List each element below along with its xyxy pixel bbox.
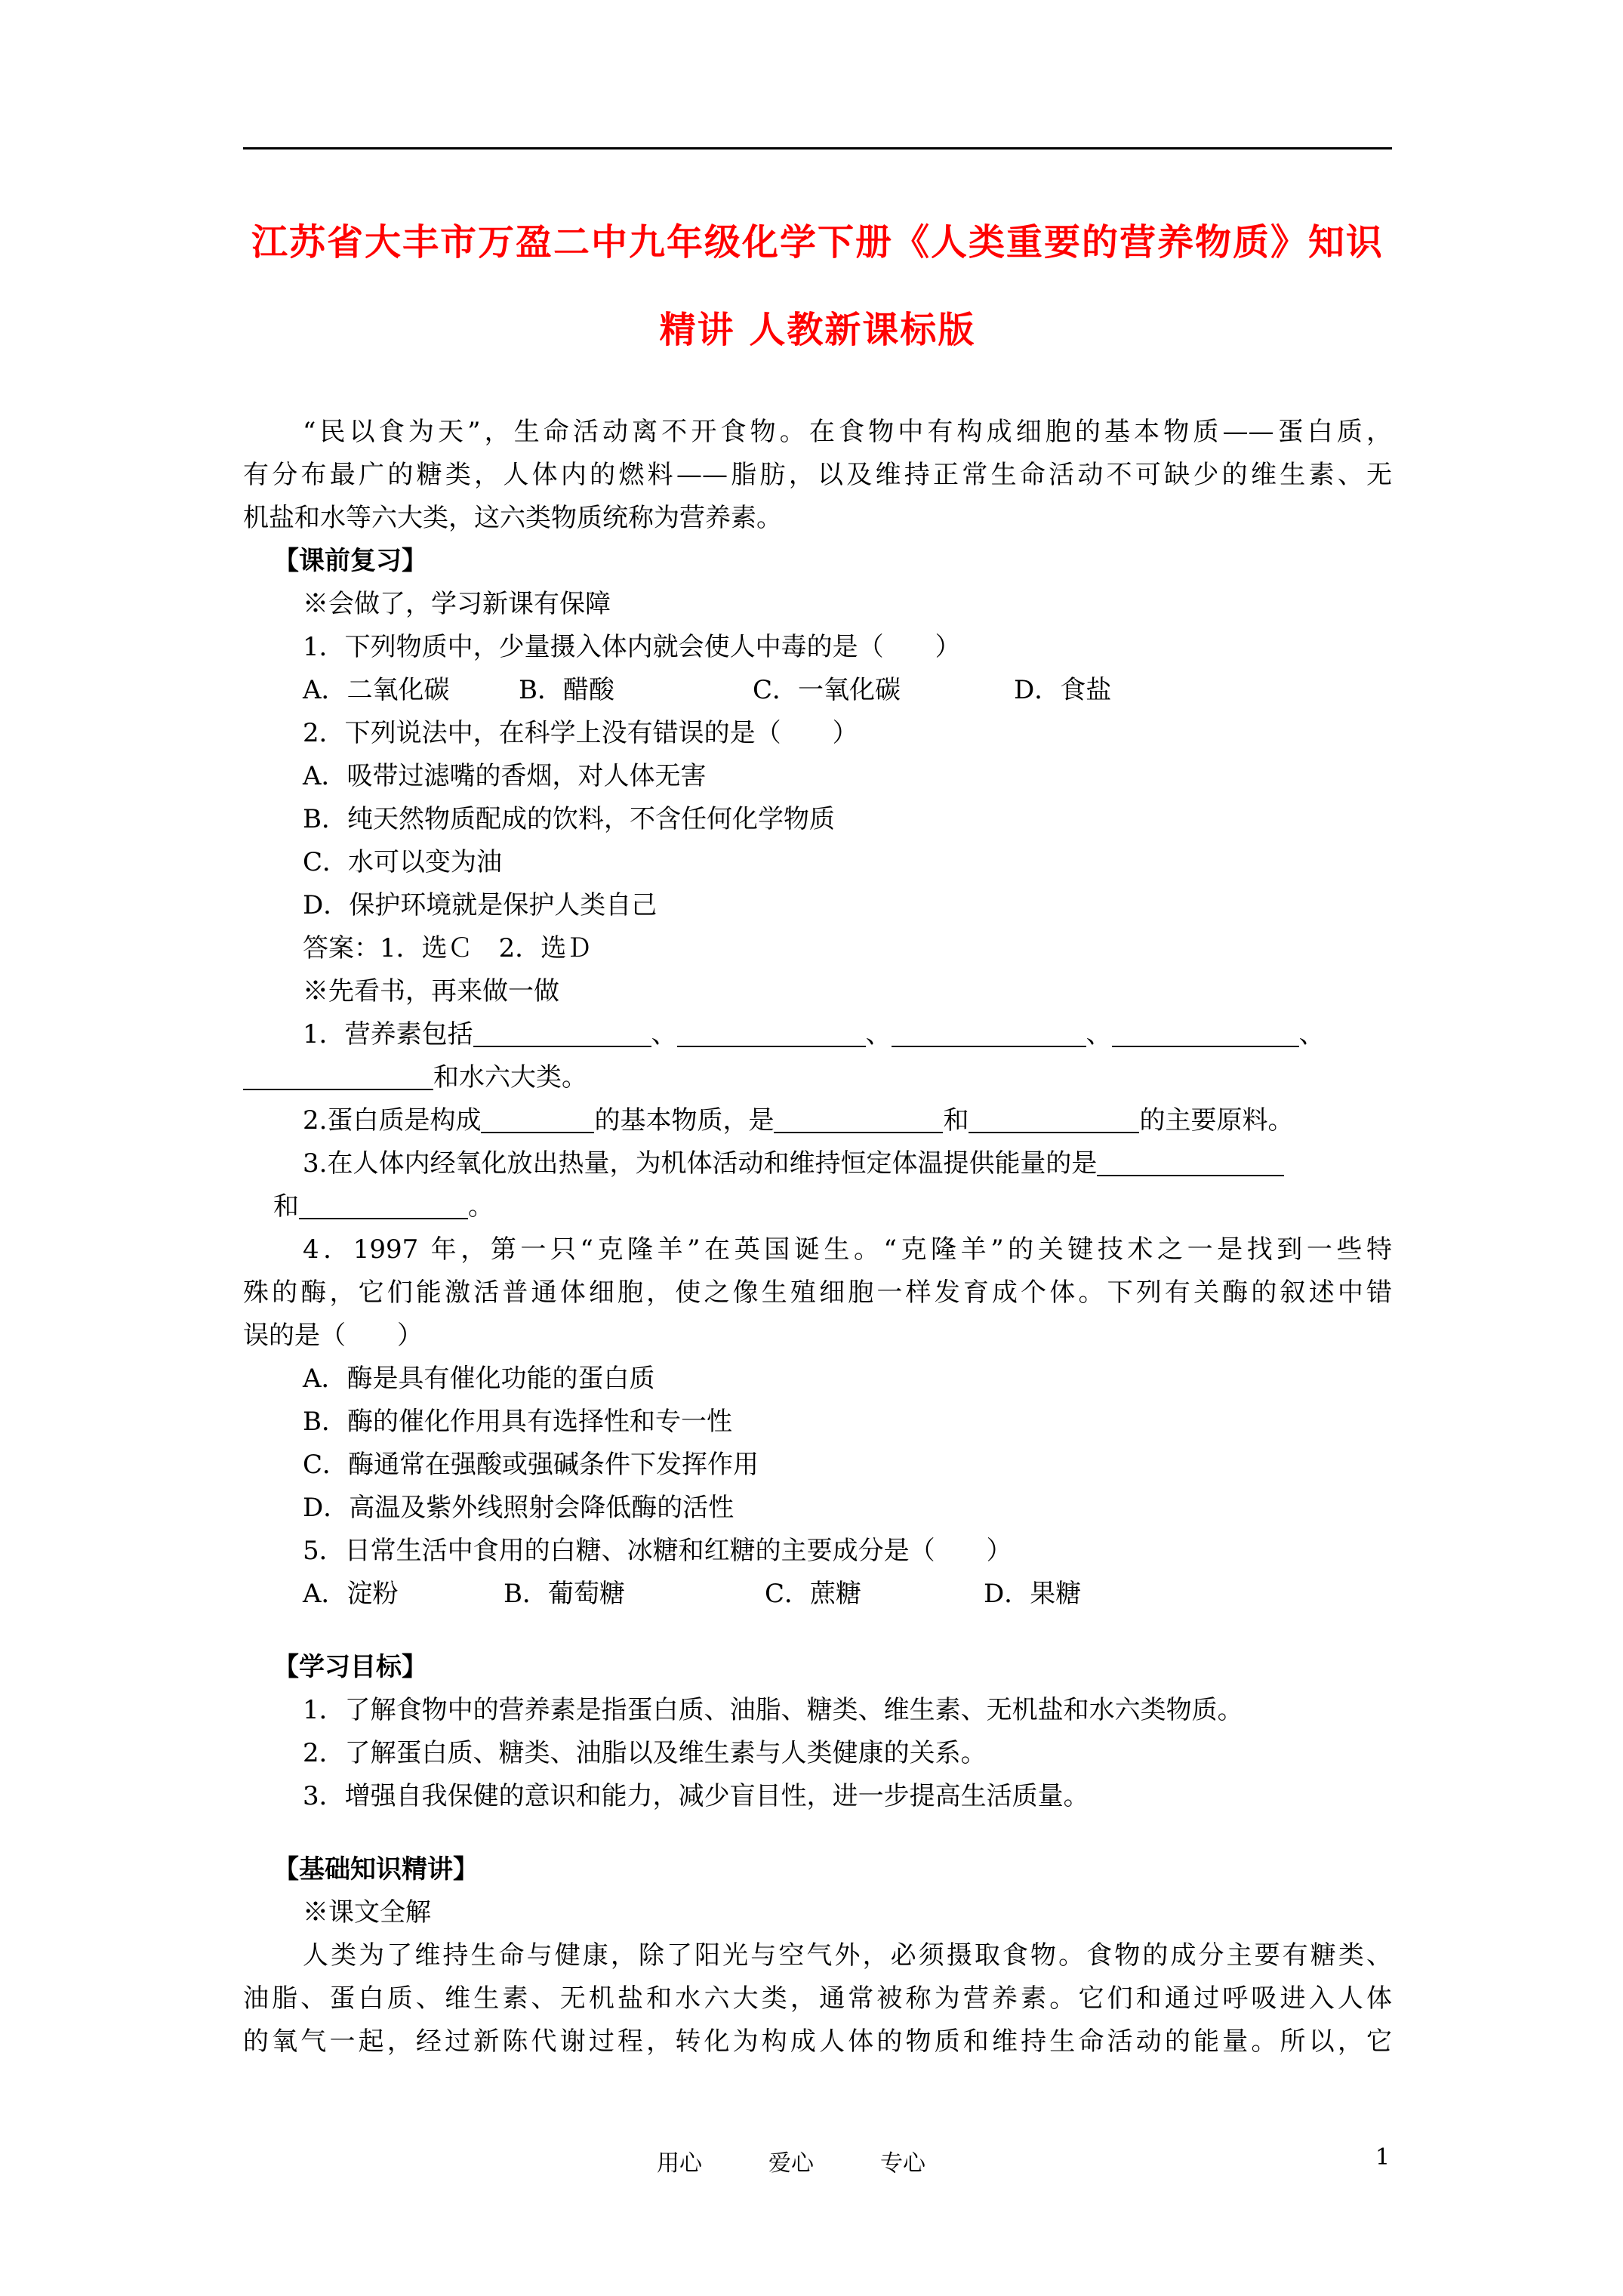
- fill-3-text-b: 和: [273, 1191, 299, 1222]
- fill-2-blank-1[interactable]: [481, 1102, 594, 1133]
- fill-3-text-c: 。: [468, 1191, 494, 1222]
- fill-2-blank-2[interactable]: [774, 1102, 943, 1133]
- fill-1-sep-1: 、: [651, 1019, 677, 1049]
- goal-1: 1．了解食物中的营养素是指蛋白质、油脂、糖类、维生素、无机盐和水六类物质。: [303, 1695, 1243, 1725]
- q5-option-c: C．蔗糖: [765, 1579, 862, 1609]
- fill-2-text-c: 和: [943, 1105, 969, 1136]
- q4-option-b: B．酶的催化作用具有选择性和专一性: [303, 1407, 732, 1437]
- footer-motto-1: 用心: [657, 2150, 702, 2177]
- q5-option-a: A．淀粉: [303, 1579, 399, 1609]
- q5-option-b: B．葡萄糖: [504, 1579, 625, 1609]
- review-subheading-1: ※会做了，学习新课有保障: [303, 589, 611, 619]
- title-line-1: 江苏省大丰市万盈二中九年级化学下册《人类重要的营养物质》知识: [251, 221, 1384, 264]
- fill-1-blank-4[interactable]: [1112, 1015, 1299, 1047]
- fill-1-sep-4: 、: [1298, 1019, 1325, 1049]
- question-4-line-2: 殊的酶，它们能激活普通体细胞，使之像生殖细胞一样发育成个体。下列有关酶的叙述中错: [243, 1277, 1392, 1308]
- footer-motto-2: 爱心: [768, 2150, 814, 2177]
- fill-1-end: 和水六大类。: [433, 1062, 587, 1093]
- title-line-2: 精讲 人教新课标版: [659, 309, 976, 351]
- intro-line-1: “民以食为天”，生命活动离不开食物。在食物中有构成细胞的基本物质——蛋白质，: [303, 417, 1392, 447]
- basics-line-1: 人类为了维持生命与健康，除了阳光与空气外，必须摄取食物。食物的成分主要有糖类、: [303, 1940, 1392, 1971]
- goal-2: 2．了解蛋白质、糖类、油脂以及维生素与人类健康的关系。: [303, 1738, 987, 1768]
- fill-1-blank-3[interactable]: [892, 1015, 1086, 1047]
- fill-1-sep-3: 、: [1086, 1019, 1112, 1049]
- fill-3-blank-2[interactable]: [299, 1188, 468, 1219]
- fill-question-3: [243, 1142, 1392, 1185]
- fill-question-3-cont: [243, 1185, 1392, 1228]
- basics-line-2: 油脂、蛋白质、维生素、无机盐和水六大类，通常被称为营养素。它们和通过呼吸进入人体: [243, 1983, 1392, 2014]
- basics-line-3: 的氧气一起，经过新陈代谢过程，转化为构成人体的物质和维持生命活动的能量。所以，它: [243, 2026, 1392, 2057]
- answer-line: 答案：1．选Ｃ 2．选Ｄ: [303, 933, 593, 963]
- fill-question-1-cont: [243, 1056, 1392, 1099]
- q4-option-c: C．酶通常在强酸或强碱条件下发挥作用: [303, 1450, 759, 1480]
- basics-heading: 【基础知识精讲】: [273, 1854, 479, 1885]
- question-2: 2．下列说法中，在科学上没有错误的是（ ）: [303, 718, 858, 748]
- page-number: 1: [1375, 2144, 1390, 2171]
- review-subheading-2: ※先看书，再来做一做: [303, 976, 559, 1006]
- question-1: 1．下列物质中，少量摄入体内就会使人中毒的是（ ）: [303, 632, 961, 662]
- fill-3-text-a: 3.在人体内经氧化放出热量，为机体活动和维持恒定体温提供能量的是: [303, 1148, 1098, 1179]
- q5-option-d: D．果糖: [984, 1579, 1082, 1609]
- fill-2-text-d: 的主要原料。: [1139, 1105, 1294, 1136]
- question-4-line-1: 4．1997 年，第一只“克隆羊”在英国诞生。“克隆羊”的关键技术之一是找到一些特: [303, 1234, 1392, 1265]
- spacer: [243, 1818, 1392, 1848]
- fill-2-text-a: 2.蛋白质是构成: [303, 1105, 482, 1136]
- fill-1-text: 1．营养素包括: [303, 1019, 473, 1049]
- document-body: [243, 411, 1392, 2063]
- header-rule: [243, 147, 1392, 149]
- fill-2-blank-3[interactable]: [969, 1102, 1139, 1133]
- spacer: [243, 1616, 1392, 1646]
- fill-question-2: [243, 1099, 1392, 1142]
- intro-line-3: 机盐和水等六大类，这六类物质统称为营养素。: [243, 503, 782, 533]
- question-4-line-3: 误的是（ ）: [243, 1321, 423, 1351]
- q4-option-a: A．酶是具有催化功能的蛋白质: [303, 1364, 655, 1394]
- question-5: 5．日常生活中食用的白糖、冰糖和红糖的主要成分是（ ）: [303, 1536, 1012, 1566]
- footer-motto-3: 专心: [880, 2150, 925, 2177]
- q1-option-c: C．一氧化碳: [753, 675, 901, 705]
- basics-subheading: ※课文全解: [303, 1897, 431, 1928]
- question-1-options: [243, 669, 1392, 712]
- q2-option-c: C．水可以变为油: [303, 847, 503, 877]
- intro-line-2: 有分布最广的糖类，人体内的燃料——脂肪，以及维持正常生命活动不可缺少的维生素、无: [243, 460, 1392, 490]
- fill-1-blank-5[interactable]: [243, 1059, 433, 1090]
- q2-option-d: D．保护环境就是保护人类自己: [303, 890, 658, 920]
- q2-option-b: B．纯天然物质配成的饮料，不含任何化学物质: [303, 804, 835, 834]
- goals-heading: 【学习目标】: [273, 1652, 427, 1682]
- q1-option-b: B．醋酸: [519, 675, 614, 705]
- fill-3-blank-1[interactable]: [1097, 1145, 1284, 1176]
- q2-option-a: A．吸带过滤嘴的香烟，对人体无害: [303, 761, 707, 791]
- fill-2-text-b: 的基本物质，是: [594, 1105, 775, 1136]
- goal-3: 3．增强自我保健的意识和能力，减少盲目性，进一步提高生活质量。: [303, 1781, 1089, 1811]
- fill-1-sep-2: 、: [865, 1019, 892, 1049]
- fill-question-1: [243, 1013, 1392, 1056]
- fill-1-blank-1[interactable]: [473, 1015, 651, 1047]
- fill-1-blank-2[interactable]: [677, 1015, 866, 1047]
- q1-option-a: A．二氧化碳: [303, 675, 450, 705]
- q1-option-d: D．食盐: [1014, 675, 1112, 705]
- question-5-options: [243, 1573, 1392, 1616]
- review-heading: 【课前复习】: [273, 546, 427, 576]
- q4-option-d: D．高温及紫外线照射会降低酶的活性: [303, 1493, 735, 1523]
